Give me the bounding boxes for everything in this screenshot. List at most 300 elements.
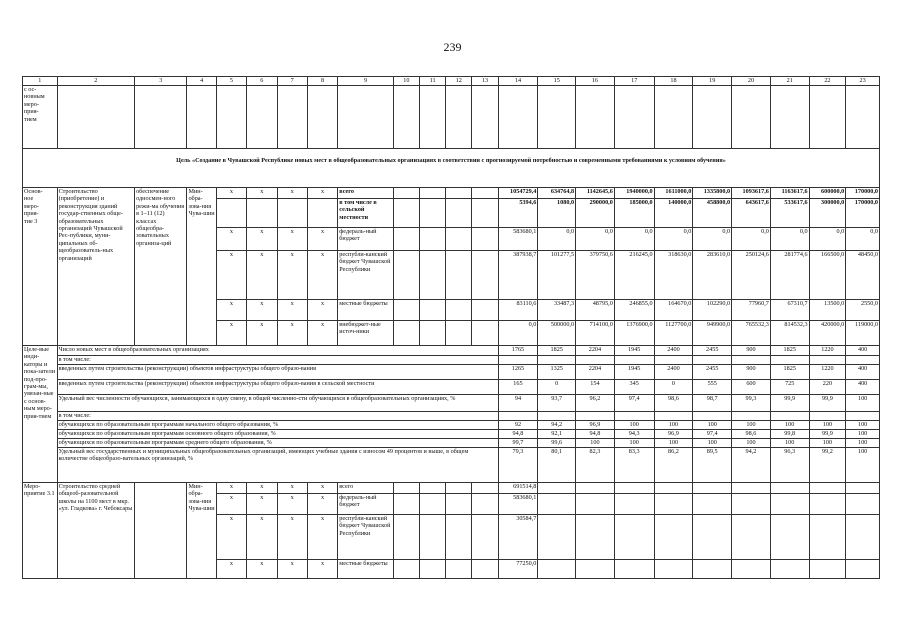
value-cell: 0,0 bbox=[576, 228, 615, 251]
value-cell: 96,9 bbox=[654, 430, 693, 439]
value-cell: 100 bbox=[732, 421, 771, 430]
table-cell bbox=[693, 560, 732, 579]
table-cell bbox=[446, 483, 472, 494]
continuation-row bbox=[23, 86, 880, 149]
value-cell: 1142645,6 bbox=[576, 188, 615, 199]
goal-title: Цель «Создание в Чувашской Республике новых мест в общеобразовательных организациях в соответствии с прогнозируемой потребностью и современными требованиями к условиям обучения» bbox=[23, 149, 880, 188]
table-cell bbox=[419, 560, 445, 579]
value-cell: 1611000,0 bbox=[654, 188, 693, 199]
value-cell: 80,1 bbox=[538, 448, 576, 483]
table-cell bbox=[576, 515, 615, 560]
value-cell: 77250,0 bbox=[498, 560, 538, 579]
value-cell: 300000,0 bbox=[809, 199, 846, 228]
value-cell: 0,0 bbox=[498, 321, 538, 346]
table-cell bbox=[654, 515, 693, 560]
funding-source: республи-канский бюджет Чувашской Республики bbox=[338, 251, 394, 300]
value-cell: 94,2 bbox=[538, 421, 576, 430]
table-cell bbox=[538, 494, 576, 515]
funding-source: федераль-ный бюджет bbox=[338, 228, 394, 251]
table-cell bbox=[538, 515, 576, 560]
table-cell bbox=[576, 86, 615, 149]
value-cell: 164670,0 bbox=[654, 300, 693, 321]
value-cell: 99,9 bbox=[809, 430, 846, 439]
table-cell bbox=[472, 228, 498, 251]
table-cell: x bbox=[247, 300, 277, 321]
table-cell bbox=[770, 560, 809, 579]
continuation-label: с ос- новным меро- прия- тием bbox=[23, 86, 58, 149]
indicator-row bbox=[23, 346, 880, 356]
value-cell: 246855,0 bbox=[614, 300, 654, 321]
table-cell bbox=[614, 515, 654, 560]
table-cell: x bbox=[247, 188, 277, 199]
column-number: 15 bbox=[538, 77, 576, 86]
column-number: 18 bbox=[654, 77, 693, 86]
value-cell bbox=[770, 356, 809, 365]
table-cell: x bbox=[247, 483, 277, 494]
value-cell: 0,0 bbox=[654, 228, 693, 251]
value-cell: 0,0 bbox=[614, 228, 654, 251]
table-cell bbox=[809, 494, 846, 515]
value-cell: 165 bbox=[498, 380, 538, 395]
value-cell: 1335800,0 bbox=[693, 188, 732, 199]
table-cell bbox=[614, 494, 654, 515]
main-activity-row bbox=[23, 188, 880, 199]
value-cell: 400 bbox=[846, 380, 880, 395]
funding-source: республи-канский бюджет Чувашской Республики bbox=[338, 515, 394, 560]
table-cell bbox=[393, 199, 419, 228]
value-cell: 1825 bbox=[770, 346, 809, 356]
table-cell: x bbox=[307, 321, 337, 346]
table-cell: x bbox=[277, 251, 307, 300]
value-cell: 216245,0 bbox=[614, 251, 654, 300]
activity-name: Строительство (приобретение) и реконструкция зданий государ-ственных обще-образовательных организаций Чувашской Рес-публики, муни-ципальных об-щеобразователь-ных организаций bbox=[57, 188, 135, 346]
event-label: Меро-приятие 3.1 bbox=[23, 483, 58, 579]
value-cell: 30584,7 bbox=[498, 515, 538, 560]
column-number: 10 bbox=[393, 77, 419, 86]
value-cell: 100 bbox=[576, 439, 615, 448]
value-cell: 100 bbox=[846, 430, 880, 439]
value-cell: 93,7 bbox=[538, 395, 576, 412]
value-cell: 1080,0 bbox=[538, 199, 576, 228]
table-cell bbox=[693, 483, 732, 494]
table-cell bbox=[732, 86, 771, 149]
table-cell bbox=[419, 321, 445, 346]
table-cell bbox=[472, 321, 498, 346]
value-cell: 13500,0 bbox=[809, 300, 846, 321]
table-cell bbox=[393, 515, 419, 560]
table-cell: x bbox=[307, 251, 337, 300]
value-cell: 420000,0 bbox=[809, 321, 846, 346]
table-cell bbox=[654, 483, 693, 494]
table-cell: x bbox=[216, 483, 246, 494]
value-cell: 100 bbox=[693, 439, 732, 448]
value-cell: 458800,0 bbox=[693, 199, 732, 228]
table-cell bbox=[277, 86, 307, 149]
table-cell bbox=[770, 494, 809, 515]
table-cell bbox=[770, 515, 809, 560]
table-cell bbox=[770, 483, 809, 494]
value-cell bbox=[538, 412, 576, 421]
value-cell: 1945 bbox=[614, 365, 654, 380]
value-cell: 100 bbox=[654, 421, 693, 430]
column-number: 23 bbox=[846, 77, 880, 86]
value-cell: 250124,6 bbox=[732, 251, 771, 300]
column-number: 7 bbox=[277, 77, 307, 86]
value-cell: 1054729,4 bbox=[498, 188, 538, 199]
table-cell bbox=[614, 560, 654, 579]
value-cell bbox=[809, 412, 846, 421]
value-cell: 79,3 bbox=[498, 448, 538, 483]
table-cell bbox=[216, 199, 246, 228]
value-cell: 281774,6 bbox=[770, 251, 809, 300]
value-cell: 100 bbox=[770, 439, 809, 448]
value-cell: 0,0 bbox=[693, 228, 732, 251]
table-cell: x bbox=[277, 483, 307, 494]
table-cell bbox=[809, 483, 846, 494]
table-cell bbox=[809, 560, 846, 579]
table-cell bbox=[732, 494, 771, 515]
table-cell bbox=[393, 228, 419, 251]
table-cell bbox=[419, 494, 445, 515]
table-cell bbox=[693, 515, 732, 560]
value-cell: 97,4 bbox=[614, 395, 654, 412]
value-cell: 2204 bbox=[576, 346, 615, 356]
indicator-row bbox=[23, 421, 880, 430]
value-cell: 94,8 bbox=[498, 430, 538, 439]
value-cell: 1127700,0 bbox=[654, 321, 693, 346]
value-cell: 92,1 bbox=[538, 430, 576, 439]
table-cell bbox=[419, 199, 445, 228]
value-cell bbox=[693, 356, 732, 365]
value-cell: 99,8 bbox=[770, 430, 809, 439]
value-cell: 2204 bbox=[576, 365, 615, 380]
table-cell bbox=[654, 494, 693, 515]
value-cell: 100 bbox=[614, 439, 654, 448]
table-cell bbox=[472, 199, 498, 228]
value-cell: 94,2 bbox=[732, 448, 771, 483]
value-cell bbox=[732, 356, 771, 365]
value-cell: 82,3 bbox=[576, 448, 615, 483]
value-cell: 900 bbox=[732, 365, 771, 380]
value-cell: 725 bbox=[770, 380, 809, 395]
table-cell bbox=[393, 188, 419, 199]
value-cell: 89,5 bbox=[693, 448, 732, 483]
table-cell bbox=[446, 228, 472, 251]
funding-source: внебюджет-ные источ-ники bbox=[338, 321, 394, 346]
value-cell: 48450,0 bbox=[846, 251, 880, 300]
table-cell bbox=[419, 188, 445, 199]
funding-source: местные бюджеты bbox=[338, 560, 394, 579]
value-cell: 2550,0 bbox=[846, 300, 880, 321]
indicator-text: Число новых мест в общеобразовательных организациях bbox=[57, 346, 498, 356]
indicator-row bbox=[23, 395, 880, 412]
table-cell bbox=[472, 86, 498, 149]
value-cell: 101277,5 bbox=[538, 251, 576, 300]
value-cell: 1945 bbox=[614, 346, 654, 356]
value-cell: 290000,0 bbox=[576, 199, 615, 228]
column-number: 12 bbox=[446, 77, 472, 86]
table-cell bbox=[732, 515, 771, 560]
funding-source: всего bbox=[338, 188, 394, 199]
value-cell: 555 bbox=[693, 380, 732, 395]
value-cell bbox=[654, 356, 693, 365]
table-cell: x bbox=[216, 321, 246, 346]
value-cell: 0 bbox=[538, 380, 576, 395]
header-row bbox=[23, 77, 880, 86]
column-number: 9 bbox=[338, 77, 394, 86]
table-cell bbox=[419, 483, 445, 494]
value-cell: 691514,8 bbox=[498, 483, 538, 494]
table-cell bbox=[472, 188, 498, 199]
table-cell bbox=[419, 515, 445, 560]
table-cell: x bbox=[247, 251, 277, 300]
value-cell: 0,0 bbox=[732, 228, 771, 251]
value-cell: 2400 bbox=[654, 346, 693, 356]
table-cell bbox=[846, 483, 880, 494]
page-number: 239 bbox=[443, 40, 462, 54]
table-cell bbox=[576, 483, 615, 494]
event-row bbox=[23, 483, 880, 494]
indicator-row bbox=[23, 356, 880, 365]
table-cell bbox=[472, 483, 498, 494]
table-cell bbox=[732, 483, 771, 494]
table-cell: x bbox=[277, 188, 307, 199]
column-number: 22 bbox=[809, 77, 846, 86]
indicator-row bbox=[23, 412, 880, 421]
value-cell: 5394,6 bbox=[498, 199, 538, 228]
table-cell bbox=[393, 321, 419, 346]
table-cell bbox=[770, 86, 809, 149]
table-cell bbox=[472, 560, 498, 579]
value-cell: 400 bbox=[846, 346, 880, 356]
value-cell: 2400 bbox=[654, 365, 693, 380]
column-number: 19 bbox=[693, 77, 732, 86]
executor: Мин-обра-зова-ния Чува-шии bbox=[187, 483, 216, 579]
table-cell: x bbox=[277, 560, 307, 579]
activity-goal: обеспечение односмен-ного режи-ма обучения в 1–11 (12) классах общеобра-зовательных организа-ций bbox=[135, 188, 187, 346]
table-cell: x bbox=[216, 300, 246, 321]
value-cell: 100 bbox=[846, 448, 880, 483]
value-cell: 0,0 bbox=[770, 228, 809, 251]
table-cell: x bbox=[247, 560, 277, 579]
table-cell bbox=[393, 560, 419, 579]
value-cell: 94,8 bbox=[576, 430, 615, 439]
table-cell bbox=[732, 560, 771, 579]
column-number: 8 bbox=[307, 77, 337, 86]
table-cell bbox=[538, 560, 576, 579]
value-cell: 345 bbox=[614, 380, 654, 395]
value-cell: 100 bbox=[614, 421, 654, 430]
value-cell: 500000,0 bbox=[538, 321, 576, 346]
indicators-label: Целе-вые инди-каторы и пока-затели под-про-грам-мы, увязан-ные с основ-ным меро-прия-тием bbox=[23, 346, 58, 483]
table-cell bbox=[338, 86, 394, 149]
value-cell: 583680,1 bbox=[498, 228, 538, 251]
value-cell: 83,3 bbox=[614, 448, 654, 483]
value-cell: 1093617,6 bbox=[732, 188, 771, 199]
table-cell bbox=[393, 86, 419, 149]
table-cell bbox=[846, 494, 880, 515]
table-cell bbox=[846, 515, 880, 560]
table-cell: x bbox=[307, 228, 337, 251]
table-cell: x bbox=[277, 321, 307, 346]
indicator-row bbox=[23, 448, 880, 483]
table-cell: x bbox=[277, 494, 307, 515]
table-cell: x bbox=[216, 560, 246, 579]
value-cell: 170000,0 bbox=[846, 199, 880, 228]
value-cell: 100 bbox=[693, 421, 732, 430]
value-cell: 0,0 bbox=[846, 228, 880, 251]
value-cell: 92 bbox=[498, 421, 538, 430]
value-cell: 100 bbox=[846, 421, 880, 430]
value-cell: 220 bbox=[809, 380, 846, 395]
table-cell: x bbox=[307, 560, 337, 579]
table-cell bbox=[446, 86, 472, 149]
value-cell bbox=[498, 356, 538, 365]
value-cell bbox=[693, 412, 732, 421]
table-cell bbox=[809, 86, 846, 149]
table-cell bbox=[419, 86, 445, 149]
executor: Мин-обра-зова-ния Чува-шии bbox=[187, 188, 216, 346]
funding-source: всего bbox=[338, 483, 394, 494]
indicator-text: обучающихся по образовательным программам начального общего образования, % bbox=[57, 421, 498, 430]
column-number: 4 bbox=[187, 77, 216, 86]
value-cell: 1376900,0 bbox=[614, 321, 654, 346]
table-cell bbox=[576, 560, 615, 579]
table-cell: x bbox=[247, 321, 277, 346]
table-cell bbox=[576, 494, 615, 515]
value-cell: 400 bbox=[846, 365, 880, 380]
value-cell: 1163617,6 bbox=[770, 188, 809, 199]
table-cell bbox=[809, 515, 846, 560]
value-cell: 33487,3 bbox=[538, 300, 576, 321]
value-cell: 714100,0 bbox=[576, 321, 615, 346]
value-cell bbox=[809, 356, 846, 365]
table-cell bbox=[419, 228, 445, 251]
event-name: Строительство средней общеоб-разовательной школы на 1100 мест в мкр. «ул. Гладкова» г. Чебоксары bbox=[57, 483, 135, 579]
value-cell: 100 bbox=[809, 439, 846, 448]
column-number: 20 bbox=[732, 77, 771, 86]
column-number: 2 bbox=[57, 77, 135, 86]
value-cell: 600 bbox=[732, 380, 771, 395]
table-cell bbox=[498, 86, 538, 149]
table-cell: x bbox=[277, 300, 307, 321]
table-cell bbox=[277, 199, 307, 228]
indicator-row bbox=[23, 439, 880, 448]
value-cell: 0,0 bbox=[538, 228, 576, 251]
value-cell: 99,9 bbox=[770, 395, 809, 412]
table-cell bbox=[446, 188, 472, 199]
indicator-text: обучающихся по образовательным программам среднего общего образования, % bbox=[57, 439, 498, 448]
value-cell: 2455 bbox=[693, 365, 732, 380]
value-cell: 48795,0 bbox=[576, 300, 615, 321]
table-cell bbox=[446, 300, 472, 321]
value-cell: 1325 bbox=[538, 365, 576, 380]
table-cell: x bbox=[307, 494, 337, 515]
table-cell bbox=[472, 300, 498, 321]
value-cell: 98,6 bbox=[732, 430, 771, 439]
value-cell: 99,9 bbox=[809, 395, 846, 412]
value-cell: 634764,8 bbox=[538, 188, 576, 199]
indicator-row bbox=[23, 380, 880, 395]
table-cell: x bbox=[277, 515, 307, 560]
table-cell bbox=[393, 251, 419, 300]
table-cell bbox=[472, 515, 498, 560]
value-cell: 1765 bbox=[498, 346, 538, 356]
table-cell: x bbox=[247, 228, 277, 251]
table-cell bbox=[846, 86, 880, 149]
value-cell bbox=[614, 356, 654, 365]
table-cell bbox=[446, 251, 472, 300]
indicator-text: в том числе: bbox=[57, 356, 498, 365]
value-cell: 949900,0 bbox=[693, 321, 732, 346]
value-cell: 99,6 bbox=[538, 439, 576, 448]
table-cell bbox=[307, 86, 337, 149]
value-cell: 140000,0 bbox=[654, 199, 693, 228]
table-cell bbox=[538, 483, 576, 494]
value-cell: 387938,7 bbox=[498, 251, 538, 300]
table-cell: x bbox=[216, 515, 246, 560]
column-number: 6 bbox=[247, 77, 277, 86]
value-cell: 98,6 bbox=[654, 395, 693, 412]
value-cell: 643617,6 bbox=[732, 199, 771, 228]
table-cell bbox=[135, 86, 187, 149]
value-cell: 86,2 bbox=[654, 448, 693, 483]
value-cell: 533617,6 bbox=[770, 199, 809, 228]
value-cell: 379750,6 bbox=[576, 251, 615, 300]
table-cell bbox=[654, 86, 693, 149]
indicator-text: введенных путем строительства (реконструкции) объектов инфраструктуры общего образо-вания в сельской местности bbox=[57, 380, 498, 395]
indicator-row bbox=[23, 430, 880, 439]
value-cell: 94 bbox=[498, 395, 538, 412]
value-cell: 600000,0 bbox=[809, 188, 846, 199]
table-cell bbox=[472, 251, 498, 300]
table-cell bbox=[693, 494, 732, 515]
value-cell: 0 bbox=[654, 380, 693, 395]
indicator-text: Удельный вес государственных и муниципальных общеобразовательных организаций, имеющих учебные здания с износом 49 процентов и выше, в общем количестве общеобразо-вательных организаций, % bbox=[57, 448, 498, 483]
value-cell: 100 bbox=[732, 439, 771, 448]
table-cell bbox=[57, 86, 135, 149]
value-cell: 99,2 bbox=[809, 448, 846, 483]
value-cell bbox=[614, 412, 654, 421]
value-cell: 98,7 bbox=[693, 395, 732, 412]
table-cell bbox=[393, 483, 419, 494]
value-cell bbox=[498, 412, 538, 421]
value-cell: 900 bbox=[732, 346, 771, 356]
table-cell bbox=[216, 86, 246, 149]
value-cell: 1265 bbox=[498, 365, 538, 380]
value-cell bbox=[846, 356, 880, 365]
value-cell: 77960,7 bbox=[732, 300, 771, 321]
table-cell bbox=[693, 86, 732, 149]
value-cell bbox=[654, 412, 693, 421]
table-cell bbox=[419, 251, 445, 300]
activity-label: Основ- ное меро- прия- тие 3 bbox=[23, 188, 58, 346]
value-cell bbox=[576, 412, 615, 421]
table-cell: x bbox=[216, 494, 246, 515]
value-cell: 318630,0 bbox=[654, 251, 693, 300]
column-number: 14 bbox=[498, 77, 538, 86]
value-cell: 96,3 bbox=[770, 448, 809, 483]
table-cell bbox=[393, 494, 419, 515]
value-cell bbox=[538, 356, 576, 365]
value-cell: 100 bbox=[846, 395, 880, 412]
table-cell bbox=[187, 86, 216, 149]
table-cell: x bbox=[307, 188, 337, 199]
indicator-text: Удельный вес численности обучающихся, занимающихся в одну смену, в общей численно-сти обучающихся в общеобразовательных организациях, % bbox=[57, 395, 498, 412]
column-number: 5 bbox=[216, 77, 246, 86]
table-cell bbox=[419, 300, 445, 321]
table-cell bbox=[472, 494, 498, 515]
